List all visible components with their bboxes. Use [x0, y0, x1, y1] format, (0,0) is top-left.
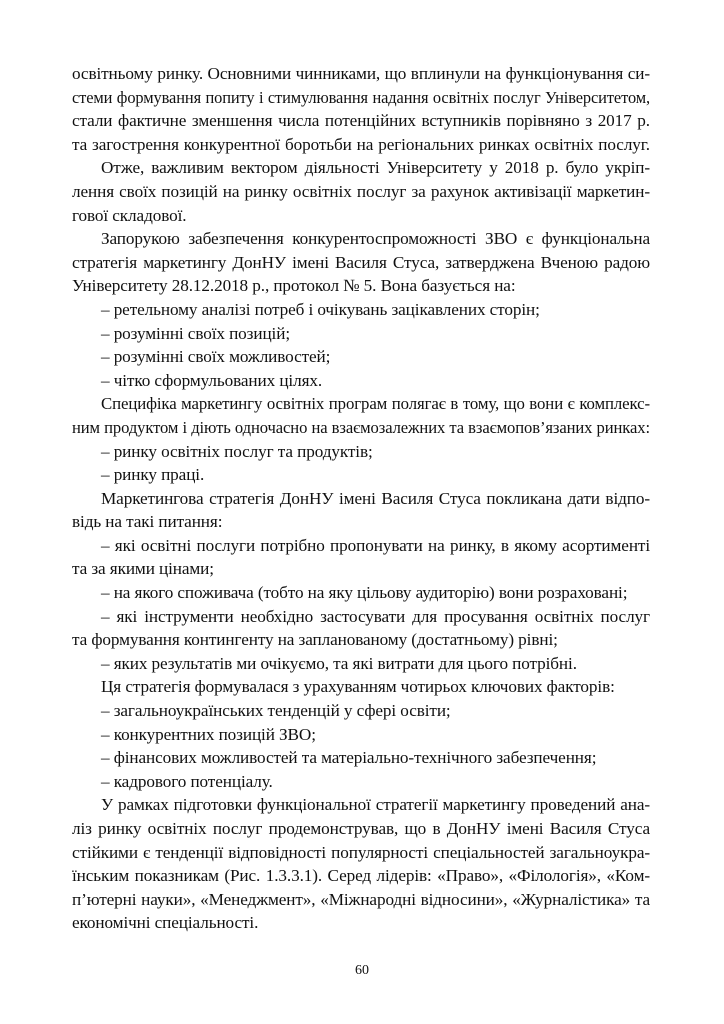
text-line: – розумінні своїх можливостей; — [101, 347, 331, 367]
text-line: – ринку освітніх послуг та продуктів; — [101, 441, 373, 461]
text-line: економічні спеціальності. — [72, 913, 259, 933]
text-line: – кадрового потенціалу. — [101, 771, 273, 791]
page-number: 60 — [355, 963, 369, 978]
text-line: – ретельному аналізі потреб і очікувань зацікавлених сторін; — [101, 299, 540, 319]
page-body — [72, 62, 650, 935]
text-line: Специфіка маркетингу освітніх програм полягає в тому, що вони є комплекс- — [101, 394, 650, 414]
text-line: відь на такі питання: — [72, 512, 223, 532]
text-line: стійкими є тенденції відповідності популярності спеціальностей загальноукра- — [72, 842, 650, 862]
text-line: – фінансових можливостей та матеріально-технічного забезпечення; — [101, 748, 597, 768]
text-line: їнським показникам (Рис. 1.3.3.1). Серед лідерів: «Право», «Філологія», «Ком- — [72, 866, 650, 886]
text-line: Університету 28.12.2018 р., протокол № 5. Вона базується на: — [72, 276, 516, 296]
text-line: – загальноукраїнських тенденцій у сфері освіти; — [101, 701, 451, 721]
text-line: ліз ринку освітніх послуг продемонстрував, що в ДонНУ імені Василя Стуса — [72, 819, 650, 838]
text-line: та за якими цінами; — [72, 559, 214, 579]
text-line: освітньому ринку. Основними чинниками, що вплинули на функціонування си- — [72, 64, 650, 83]
text-line: стали фактичне зменшення числа потенційних вступників порівняно з 2017 р. — [72, 111, 650, 131]
text-line: стратегія маркетингу ДонНУ імені Василя Стуса, затверджена Вченою радою — [72, 252, 650, 272]
text-line: Маркетингова стратегія ДонНУ імені Василя Стуса покликана дати відпо- — [101, 488, 650, 508]
text-line: – чітко сформульованих цілях. — [101, 370, 323, 390]
text-line: та формування контингенту на запланованому (достатньому) рівні; — [72, 630, 558, 650]
text-line: – ринку праці. — [101, 465, 205, 485]
text-line: п’ютерні науки», «Менеджмент», «Міжнародні відносини», «Журналістика» та — [72, 889, 650, 909]
text-line: лення своїх позицій на ринку освітніх послуг за рахунок активізації маркетин- — [72, 181, 650, 201]
text-line: ним продуктом і діють одночасно на взаємозалежних та взаємопов’язаних ринках: — [72, 417, 650, 437]
text-line: – які освітні послуги потрібно пропонувати на ринку, в якому асортименті — [101, 535, 650, 555]
text-line: Запорукою забезпечення конкурентоспроможності ЗВО є функціональна — [101, 229, 650, 249]
text-line: – яких результатів ми очікуємо, та які витрати для цього потрібні. — [101, 653, 577, 673]
text-line: стеми формування попиту і стимулювання надання освітніх послуг Університетом, — [72, 87, 650, 107]
text-line: та загострення конкурентної боротьби на регіональних ринках освітніх послуг. — [72, 134, 650, 154]
text-line: Ця стратегія формувалася з урахуванням чотирьох ключових факторів: — [101, 677, 615, 697]
text-line: У рамках підготовки функціональної стратегії маркетингу проведений ана- — [101, 795, 650, 815]
text-line: – конкурентних позицій ЗВО; — [101, 724, 316, 744]
text-line: Отже, важливим вектором діяльності Університету у 2018 р. було укріп- — [101, 158, 650, 178]
text-line: – на якого споживача (тобто на яку цільову аудиторію) вони розраховані; — [101, 583, 628, 603]
text-line: – розумінні своїх позицій; — [101, 323, 291, 343]
text-line: – які інструменти необхідно застосувати для просування освітніх послуг — [101, 606, 650, 626]
text-line: гової складової. — [72, 205, 187, 225]
